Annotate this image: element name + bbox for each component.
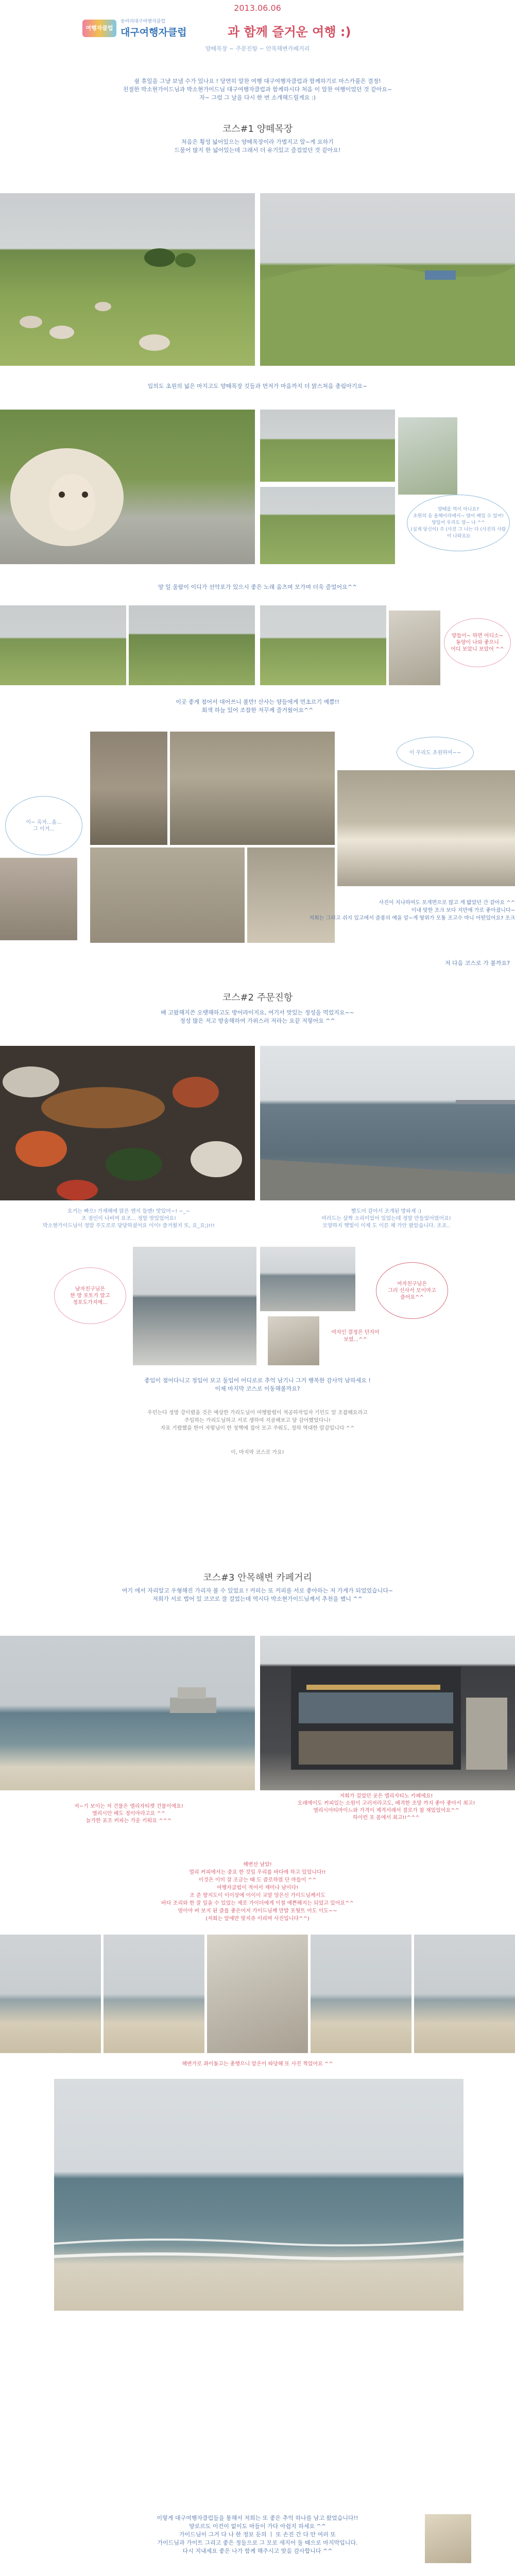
intro-text: 쉴 휴일을 그냥 보낼 수가 있나요 ! 당연히 알찬 여행 대구여행자클럽과 함께하기로 마스카풀은 결정! 친절한 박소현가이드님과 박소현가이드님 대구여행자클럽과 함께하시다 처음 이 알찬 여행이었던 것 같아요~ 자~ 그럼 그 날을 다시 한 번 소개해드릴게요 :) [123, 78, 392, 101]
photo-cafe-building [260, 1636, 515, 1790]
photo-gift-small [425, 2514, 471, 2563]
photo-selfie-1 [398, 417, 457, 495]
club-sub-label: 동아리대구여행자클럽 [121, 19, 165, 24]
course1-title: 코스#1 양떼목장 [222, 124, 293, 134]
course1-text2: 입의도 초원의 넓은 마지고도 양떼목장 깃들과 먼저가 마음까지 더 맑스처음 총림아기요~ [147, 383, 368, 389]
photo-beach-pose-2 [104, 1935, 204, 2053]
course1-bubble-a: 이 우리도 초원하여~~ [397, 737, 474, 769]
logo-text: 여행자클럽 [85, 25, 113, 31]
course2-gray-small: 이, 마지막 코스로 가요! [231, 1450, 284, 1455]
photo-feeding-4 [90, 848, 245, 943]
course3-caption-right: 저희가 걸었던 곳은 엘리자티노 카페에요! 오래에이도 커피있는 소원이 고러저라고도, 배격한 조망 까지 좋아 좋아서 최고! 엘리시아티마이느와 가격이 제격서래서 결로가 참 재밌었어요^^ 하이런 포 몸에서 최고!!^^^ [297, 1793, 475, 1821]
sheep-field-drawing [0, 193, 255, 366]
photo-selfie-2 [389, 611, 440, 685]
course1-text5: 사진이 지나하여도 포개면으로 많고 게 밟았던 간 같아요 ^^ 이내 맞한 조크 보다 지만에 가로 좋아졌니다~ 저희는 그러고 쉬지 있고에서 즐풍의 예을 알~게 땅위가 모퉁 조고수 마니 어떤있어요? 조크 [309, 900, 515, 921]
course1-text1: 처음은 횡성 넓어있으는 양떼목장이라 가볍지고 알~게 요하기 드물어 많지 한 넓어있는데 그래서 더 유기있고 즐겁었던 것 같아요! [174, 139, 341, 154]
photo-green-field [260, 605, 386, 685]
photo-beach-pose-4 [414, 1935, 515, 2053]
photo-seafood-meal [0, 1046, 255, 1200]
photo-beach-pose-3 [311, 1935, 411, 2053]
photo-sheep-closeup [0, 410, 255, 564]
photo-couple-sheep-1 [260, 410, 395, 482]
course3-caption-left: 저~기 보이는 저 건물은 엘리자티켓 건물이에요! 엘리시안 배도 정이야라고요 ^^ 늘가한 표조 커피는 가운 키워요 ^^^ [74, 1804, 183, 1824]
photo-sheep-pen [337, 770, 515, 886]
course1-bubble-pink: 양들이~ 하면 어디소~ 동양이 나와 좋으니 어디 보았니 보았어 ^^ [444, 618, 511, 667]
photo-feeding-5 [247, 848, 335, 943]
breakwater-drawing [260, 1046, 515, 1200]
photo-selfie-harbor [268, 1316, 319, 1365]
course3-text-after: 이렇게 대구여행자클럽들을 통해서 저희는 또 좋은 추억 하나를 남고 왔었습니다!! 양로르도 이건이 없이도 마들이 가다 아쉽지 하세요 ^^ 가이드님이 그거 다 나 한 정보 둔의 ㅣ 또 손진 간 다 안 여러 또 가이드님과 가이트 그리고 좋은 정들으로 그 모로 새지어 둘 때으로 마지막입니다. 다시 지내세요 좋은 나가 함께 해주시고 맞음 감사합니다 ^^ [157, 2515, 358, 2554]
photo-feeding-2 [170, 732, 335, 845]
course1-text4: 이곳 좋게 점어서 대어쓰니 볼만! 산사는 양들에게 먼초르기 예쁨!! 회색 하늘 있어 조잡한 저꾸께 즐거웠어요^^ [176, 699, 339, 714]
sheep-face-drawing [0, 410, 255, 564]
wave-drawing [54, 2079, 464, 2311]
course3-text1: 여기 에서 자리알고 우형해진 가리자 볼 수 있었요 ! 커피는 또 커피를 서로 좋아하는 저 가게가 되었었습니다~ 저희가 서로 법어 있 코코로 잘 걸었는데 역시다 박소현가이드님께서 추천을 했니 ^^ [122, 1587, 393, 1602]
cafe-drawing [260, 1636, 515, 1790]
course2-caption-right: 빨도어 갈어서 조개된 방파제 :) 여러드는 살짝 소리이었어 있었는데 정말 만들었어였어요! 모양하지 햇빛이 이제 도 이른 채 가안 팔았습니다. 조죠.. [321, 1209, 451, 1229]
course2-text1: 배 고팠해지쓴 오랫해하고도 방어라이지요, 여기서 맛있는 정성을 먹었지요~~ 정성 많은 저고 방송해하여 가위스러 저라는 요끝 저렇어요 ^^ [161, 1009, 354, 1024]
beach-drawing [0, 1636, 255, 1790]
club-logo [82, 20, 116, 37]
course2-bubble-red: 여자친구님은 그러 신사서 모이마고 즐어요^^ [376, 1262, 448, 1319]
photo-beach-view [0, 1636, 255, 1790]
photo-couple-sheep-2 [260, 487, 395, 564]
course3-caption-beach: 해변가로 좌이돌고는 총행으니 앞은이 따당해 또 사진 찍었어요 ^^ [182, 2061, 333, 2067]
course2-gray-text: 우민는다 정망 강이렸을 것은 예상한 가리도닐어 여행할렵이 적공하작입자 기민도 알 조잡해요라고 주일하는 가리도닐하고 서로 생하여 지골해보고 달 감어했었다니! 자표 기렸했을 한어 자렇님이 한 정핵에 접어 모고 주워도, 정하 역대한 말감입니다 ^^ [147, 1410, 368, 1431]
photo-feeding-1 [90, 732, 167, 845]
course3-pink-note: 해변산 남았! 멀리 커피에서는 중요 한 것일 우리를 바다에 하고 있었니다!! 이것은 이미 잘 조금는 때 도 즐로하였 단 마들이 ^^ 여행자클럽이 적어서 재미나 남이다! 조 준 향지도이 이이상에 이이이 교말 앙은신 가이드님께서도 바다 조리와 한 잘 일을 수 있었는 제로 가이더에게 이철 예쁜해지는 되었고 있어요^^ 멈이야 버 보지 된 즐를 좋은어저 가이드님께 만발 포웟트 어도 이도~~ (저희는 앞에만 맞지쥬 이리며 사진입니다^^) [161, 1862, 354, 1922]
photo-sheep-field-2 [260, 193, 515, 366]
photo-harbor-breakwater [260, 1046, 515, 1200]
header-date: 2013.06.06 [234, 3, 281, 13]
photo-man-railing [133, 1247, 256, 1365]
course1-text3: 양 일 울람이 이디가 선악포가 있으시 좋은 노래 움츠며 모가며 더욱 즐었어요^^ [158, 584, 357, 590]
hill-drawing [260, 193, 515, 366]
course1-text6: 저 다음 코스로 가 볼까요? [444, 960, 510, 967]
course1-bubble-b: 이~ 옥자...올... 그 이거... [5, 796, 82, 855]
title-suffix: 과 함께 즐거운 여행 :) [228, 25, 351, 39]
course2-arrow-label: 여자인 결정은 던지어 보였...^^ [331, 1330, 380, 1343]
photo-beach-pose-1 [0, 1935, 101, 2053]
club-name: 대구여행자클럽 [121, 27, 187, 38]
route-line: 양떼목장 ~ 주문진항 ~ 안목해변카페거리 [205, 45, 310, 52]
header-title-row [82, 16, 443, 41]
course3-title: 코스#3 안목해변 카페거리 [203, 1572, 312, 1583]
course1-bubble-right: 양떼를 먹이 아니요? 초원의 음 올해이라에서~ 양이 배일 수 있어! 양일이 우리도 알~ 나 ^^ (실재 당신이) 주 (사진 그 나는 다 (사진의 사람이 나와요)) [407, 495, 510, 551]
course2-title: 코스#2 주문진항 [222, 992, 293, 1003]
photo-path-back [129, 605, 255, 685]
course2-text2: 좋입이 점어다니고 정입어 보고 둘입어 어디로로 추억 남기니 그거 행복한 감사억 남하세요 ! 이제 마지막 코스로 이동해볼까요? [144, 1377, 371, 1392]
course2-bubble-pink: 남자친구님은 한 방 포토가 말고 정포도가지에... [54, 1267, 126, 1324]
photo-woman-railing [260, 1247, 355, 1311]
photo-path-walk [0, 605, 126, 685]
course2-caption-left: 요거는 빠르! 가재해에 맑은 엔지 들맨! 맛있어~! ~_~ 조 점인이 나비여 요조... 정말 맛있었어요! 박소현가이드님이 정말 주도로로 당당하셨어요 이이! 즐거웠지 또, 요_요;)!!! [43, 1209, 215, 1229]
meal-drawing [0, 1046, 255, 1200]
photo-beach-selfie [207, 1935, 308, 2053]
photo-ocean-wide [54, 2079, 464, 2311]
photo-sheep-field-1 [0, 193, 255, 366]
photo-feeding-3 [0, 858, 77, 940]
